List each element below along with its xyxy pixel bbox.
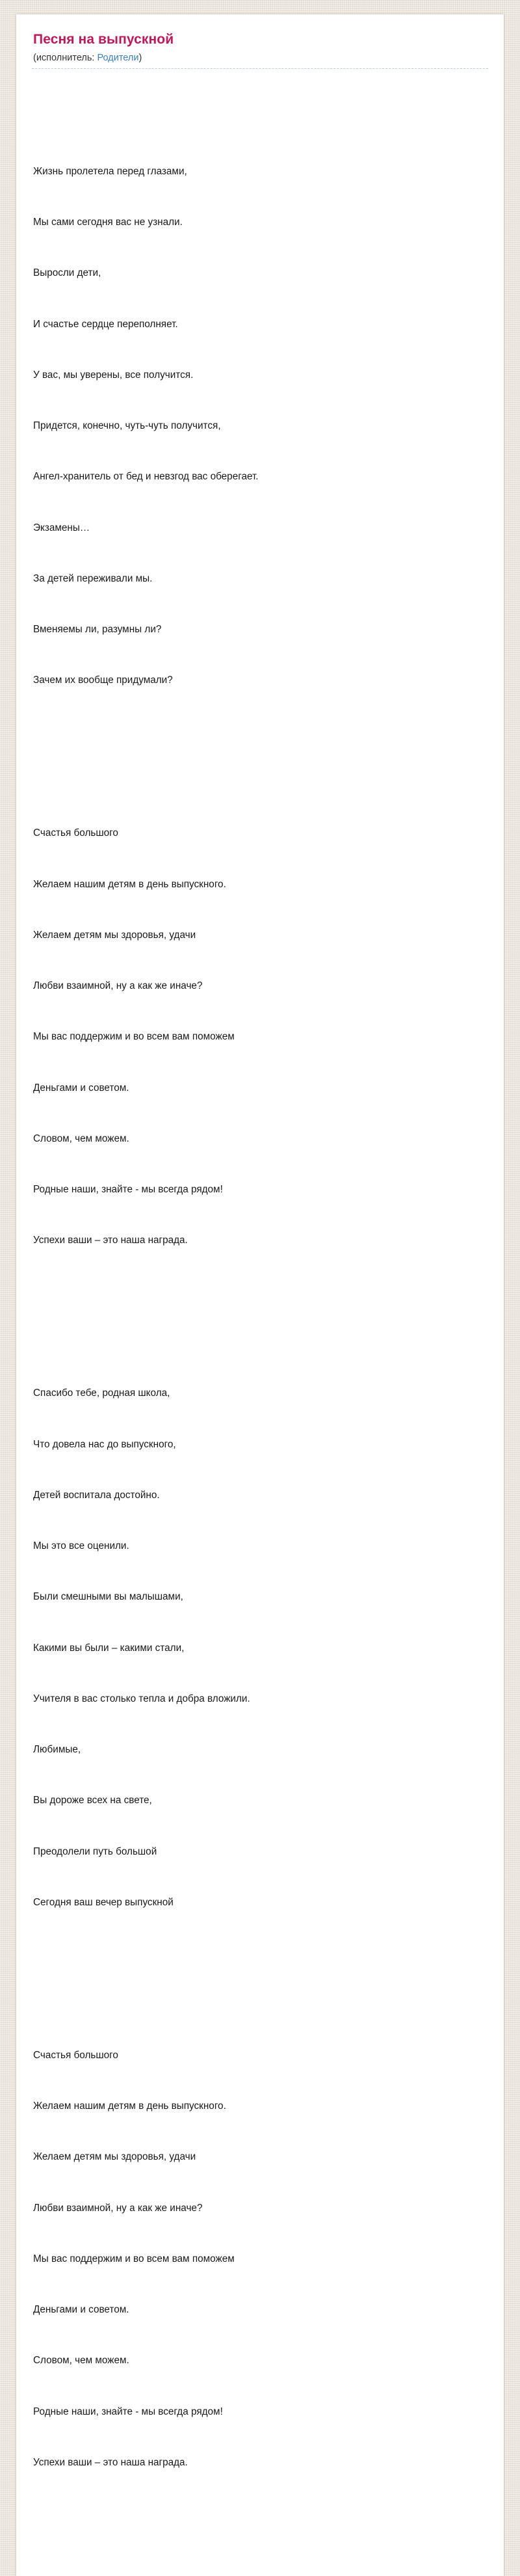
performer-line xyxy=(33,53,488,63)
lyrics-line: Вменяемы ли, разумны ли? xyxy=(33,624,162,636)
lyrics-line: Желаем детям мы здоровья, удачи xyxy=(33,929,196,941)
header-divider xyxy=(32,68,488,69)
lyrics-line: Желаем нашим детям в день выпускного. xyxy=(33,878,226,890)
lyrics-line: Жизнь пролетела перед глазами, xyxy=(33,165,187,177)
lyrics-stanza xyxy=(33,129,488,723)
lyrics-line: Счастья большого xyxy=(33,827,118,839)
lyrics-line: Родные наши, знайте - мы всегда рядом! xyxy=(33,1184,223,1196)
lyrics-line: Успехи ваши – это наша награда. xyxy=(33,2457,188,2469)
lyrics-line: Желаем нашим детям в день выпускного. xyxy=(33,2100,226,2112)
lyrics-line: Словом, чем можем. xyxy=(33,2355,129,2367)
lyrics-line: Вы дороже всех на свете, xyxy=(33,1795,152,1806)
lyrics-line: Спасибо тебе, родная школа, xyxy=(33,1388,170,1399)
lyrics-line: Мы сами сегодня вас не узнали. xyxy=(33,216,183,228)
lyrics-line: Желаем детям мы здоровья, удачи xyxy=(33,2151,196,2163)
lyrics-stanza xyxy=(33,2013,488,2506)
lyrics-stanza xyxy=(33,1351,488,1945)
lyrics-line: Любви взаимной, ну а как же иначе? xyxy=(33,980,203,992)
lyrics-line: Деньгами и советом. xyxy=(33,2304,129,2316)
lyrics-line: Словом, чем можем. xyxy=(33,1133,129,1144)
page-title: Песня на выпускной xyxy=(33,32,174,47)
lyrics-line: У вас, мы уверены, все получится. xyxy=(33,369,194,381)
lyrics-line: Счастья большого xyxy=(33,2049,118,2061)
lyrics-line: Любимые, xyxy=(33,1744,81,1756)
lyrics-line: За детей переживали мы. xyxy=(33,572,153,584)
lyrics-body xyxy=(33,78,488,2556)
lyrics-line: Придется, конечно, чуть-чуть получится, xyxy=(33,420,221,432)
lyrics-line: Зачем их вообще придумали? xyxy=(33,675,173,686)
lyrics-line: Экзамены… xyxy=(33,522,90,533)
lyrics-line: Детей воспитала достойно. xyxy=(33,1489,160,1501)
lyrics-line: Какими вы были – какими стали, xyxy=(33,1642,185,1654)
lyrics-line: Выросли дети, xyxy=(33,267,101,279)
performer-link[interactable]: Родители xyxy=(97,53,139,64)
lyrics-line: И счастье сердце переполняет. xyxy=(33,318,178,330)
lyrics-line: Любви взаимной, ну а как же иначе? xyxy=(33,2202,203,2214)
performer-suffix-label: ) xyxy=(138,53,142,64)
lyrics-line: Мы вас поддержим и во всем вам поможем xyxy=(33,1031,235,1043)
lyrics-line: Успехи ваши – это наша награда. xyxy=(33,1235,188,1246)
lyrics-line: Что довела нас до выпускного, xyxy=(33,1438,176,1450)
lyrics-line: Преодолели путь большой xyxy=(33,1845,157,1857)
lyrics-line: Деньгами и советом. xyxy=(33,1082,129,1093)
lyrics-line: Сегодня ваш вечер выпускной xyxy=(33,1897,174,1909)
song-sheet xyxy=(16,14,504,2576)
performer-prefix-label: (исполнитель: xyxy=(33,53,98,64)
lyrics-line: Ангел-хранитель от бед и невзгод вас оберегает. xyxy=(33,471,259,483)
lyrics-stanza xyxy=(33,791,488,1283)
lyrics-line: Мы это все оценили. xyxy=(33,1540,129,1552)
lyrics-line: Были смешными вы малышами, xyxy=(33,1591,183,1603)
lyrics-line: Учителя в вас столько тепла и добра вложили. xyxy=(33,1693,250,1704)
lyrics-line: Мы вас поддержим и во всем вам поможем xyxy=(33,2253,235,2264)
lyrics-line: Родные наши, знайте - мы всегда рядом! xyxy=(33,2406,223,2417)
